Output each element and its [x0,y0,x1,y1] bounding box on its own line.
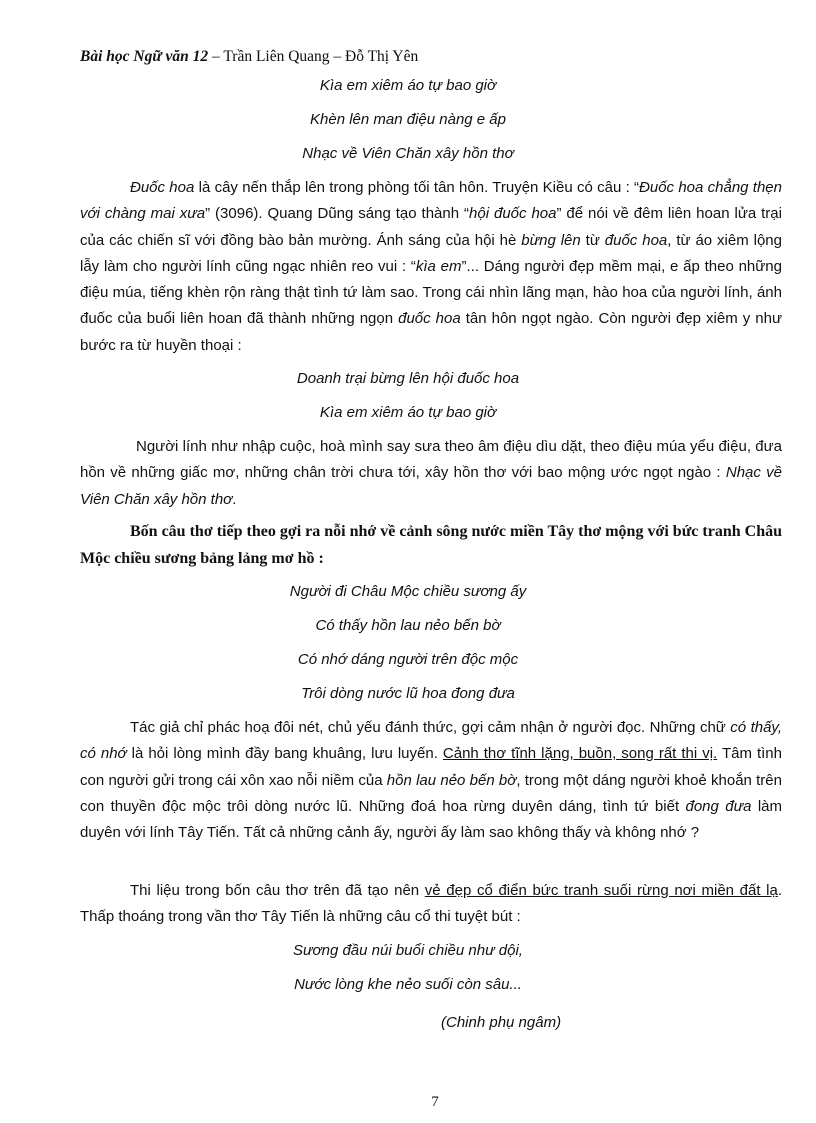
emphasis: đuốc hoa [398,310,461,328]
verse-line: Có nhớ dáng người trên độc mộc [297,651,519,668]
emphasis: hồn lau nẻo bến bờ [386,771,517,789]
paragraph-tac-gia [80,715,782,846]
paragraph-duoc-hoa [80,175,782,359]
emphasis: có thấy, có nhớ [80,719,782,763]
paragraph-thi-lieu [80,878,782,931]
emphasis: đong đưa [685,797,752,815]
underlined-text: Cảnh thơ tĩnh lặng, buồn, song rất thi vị. [442,745,718,763]
verse-line: Người đi Châu Mộc chiều sương ấy [289,583,527,600]
verse-line: Khèn lên man điệu nàng e ấp [310,111,506,128]
text: Thi liệu trong bốn câu thơ trên đã tạo nên [130,882,425,899]
emphasis: đuốc hoa [604,231,668,249]
text: làm duyên với lính Tây Tiến. Tất cả những cảnh ấy, người ấy làm sao không thấy và không nhớ ? [80,797,783,842]
paragraph-nguoi-linh [80,434,782,513]
poem-source: (Chinh phụ ngâm) [441,1014,562,1031]
text: ”... Dáng người đẹp mềm mại, e ấp theo những điệu múa, tiếng khèn rộn ràng thật tình tứ làm sao. Trong cái nhìn lãng mạn, hào hoa của người lính, ánh đuốc của buổi liên hoan đã thành những ngọn [80,257,782,328]
quote: Nhạc về Viên Chăn xây hồn thơ [80,464,782,508]
verse-line: Kìa em xiêm áo tự bao giờ [319,77,497,94]
verse-line: Kìa em xiêm áo tự bao giờ [319,404,497,421]
page-number: 7 [431,1094,439,1110]
text: Tâm tình con người gửi trong cái xôn xao nỗi niềm của [80,745,782,789]
verse-line: Sương đầu núi buổi chiều như dội, [293,942,523,959]
text: tân hôn ngọt ngào. Còn người đẹp xiêm y như bước ra từ huyền thoại : [80,310,782,354]
emphasis: Đuốc hoa [130,179,195,196]
running-header [80,48,418,66]
verse-line: Nước lòng khe nẻo suối còn sâu... [294,976,522,993]
text: . [232,490,237,508]
text: từ [580,231,605,249]
quote: Đuốc hoa chẳng thẹn với chàng mai xưa [80,179,782,223]
header-separator: – [208,48,224,65]
emphasis: bừng lên [521,231,581,249]
text: , từ áo xiêm lộng lẫy làm cho người lính cũng ngạc nhiên reo vui : “ [80,231,782,275]
emphasis: hội đuốc hoa [469,205,557,223]
emphasis: kìa em [415,257,462,275]
underlined-text: vẻ đẹp cổ điển bức tranh suối rừng nơi miền đất lạ [424,882,778,899]
header-book-title: Bài học Ngữ văn 12 [80,48,209,65]
verse-line: Nhạc về Viên Chăn xây hồn thơ [302,145,514,162]
text: Tác giả chỉ phác hoạ đôi nét, chủ yếu đánh thức, gợi cảm nhận ở người đọc. Những chữ [130,719,731,736]
text: là cây nến thắp lên trong phòng tối tân hôn. Truyện Kiều có câu : “ [194,179,640,196]
verse-line: Doanh trại bừng lên hội đuốc hoa [296,370,520,387]
text: ” (3096). Quang Dũng sáng tạo thành “ [205,205,470,223]
verse-line: Trôi dòng nước lũ hoa đong đưa [301,685,515,702]
verse-line: Có thấy hồn lau nẻo bến bờ [315,617,501,634]
text: , trong một dáng người khoẻ khoắn trên con thuyền độc mộc trôi dòng nước lũ. Những đoá hoa rừng duyên dáng, tình tứ biết [80,771,782,815]
text: ” để nói về đêm liên hoan lửa trại của các chiến sĩ với đồng bào bản mường. Ánh sáng của hội hè [80,205,782,249]
header-authors: Trần Liên Quang – Đỗ Thị Yên [223,48,419,65]
text: . Thấp thoáng trong vần thơ Tây Tiến là những câu cổ thi tuyệt bút : [80,882,782,926]
text: là hỏi lòng mình đầy bang khuâng, lưu luyến. [126,745,443,763]
paragraph-bold-intro: Bốn câu thơ tiếp theo gợi ra nỗi nhớ về cảnh sông nước miền Tây thơ mộng với bức tranh Châu Mộc chiều sương bảng lảng mơ hồ : [80,523,782,567]
text: Người lính như nhập cuộc, hoà mình say sưa theo âm điệu dìu dặt, theo điệu múa yểu điệu, đưa hồn về những giấc mơ, những chân trời chưa tới, xây hồn thơ với bao mộng ước ngọt ngào : [80,438,782,482]
